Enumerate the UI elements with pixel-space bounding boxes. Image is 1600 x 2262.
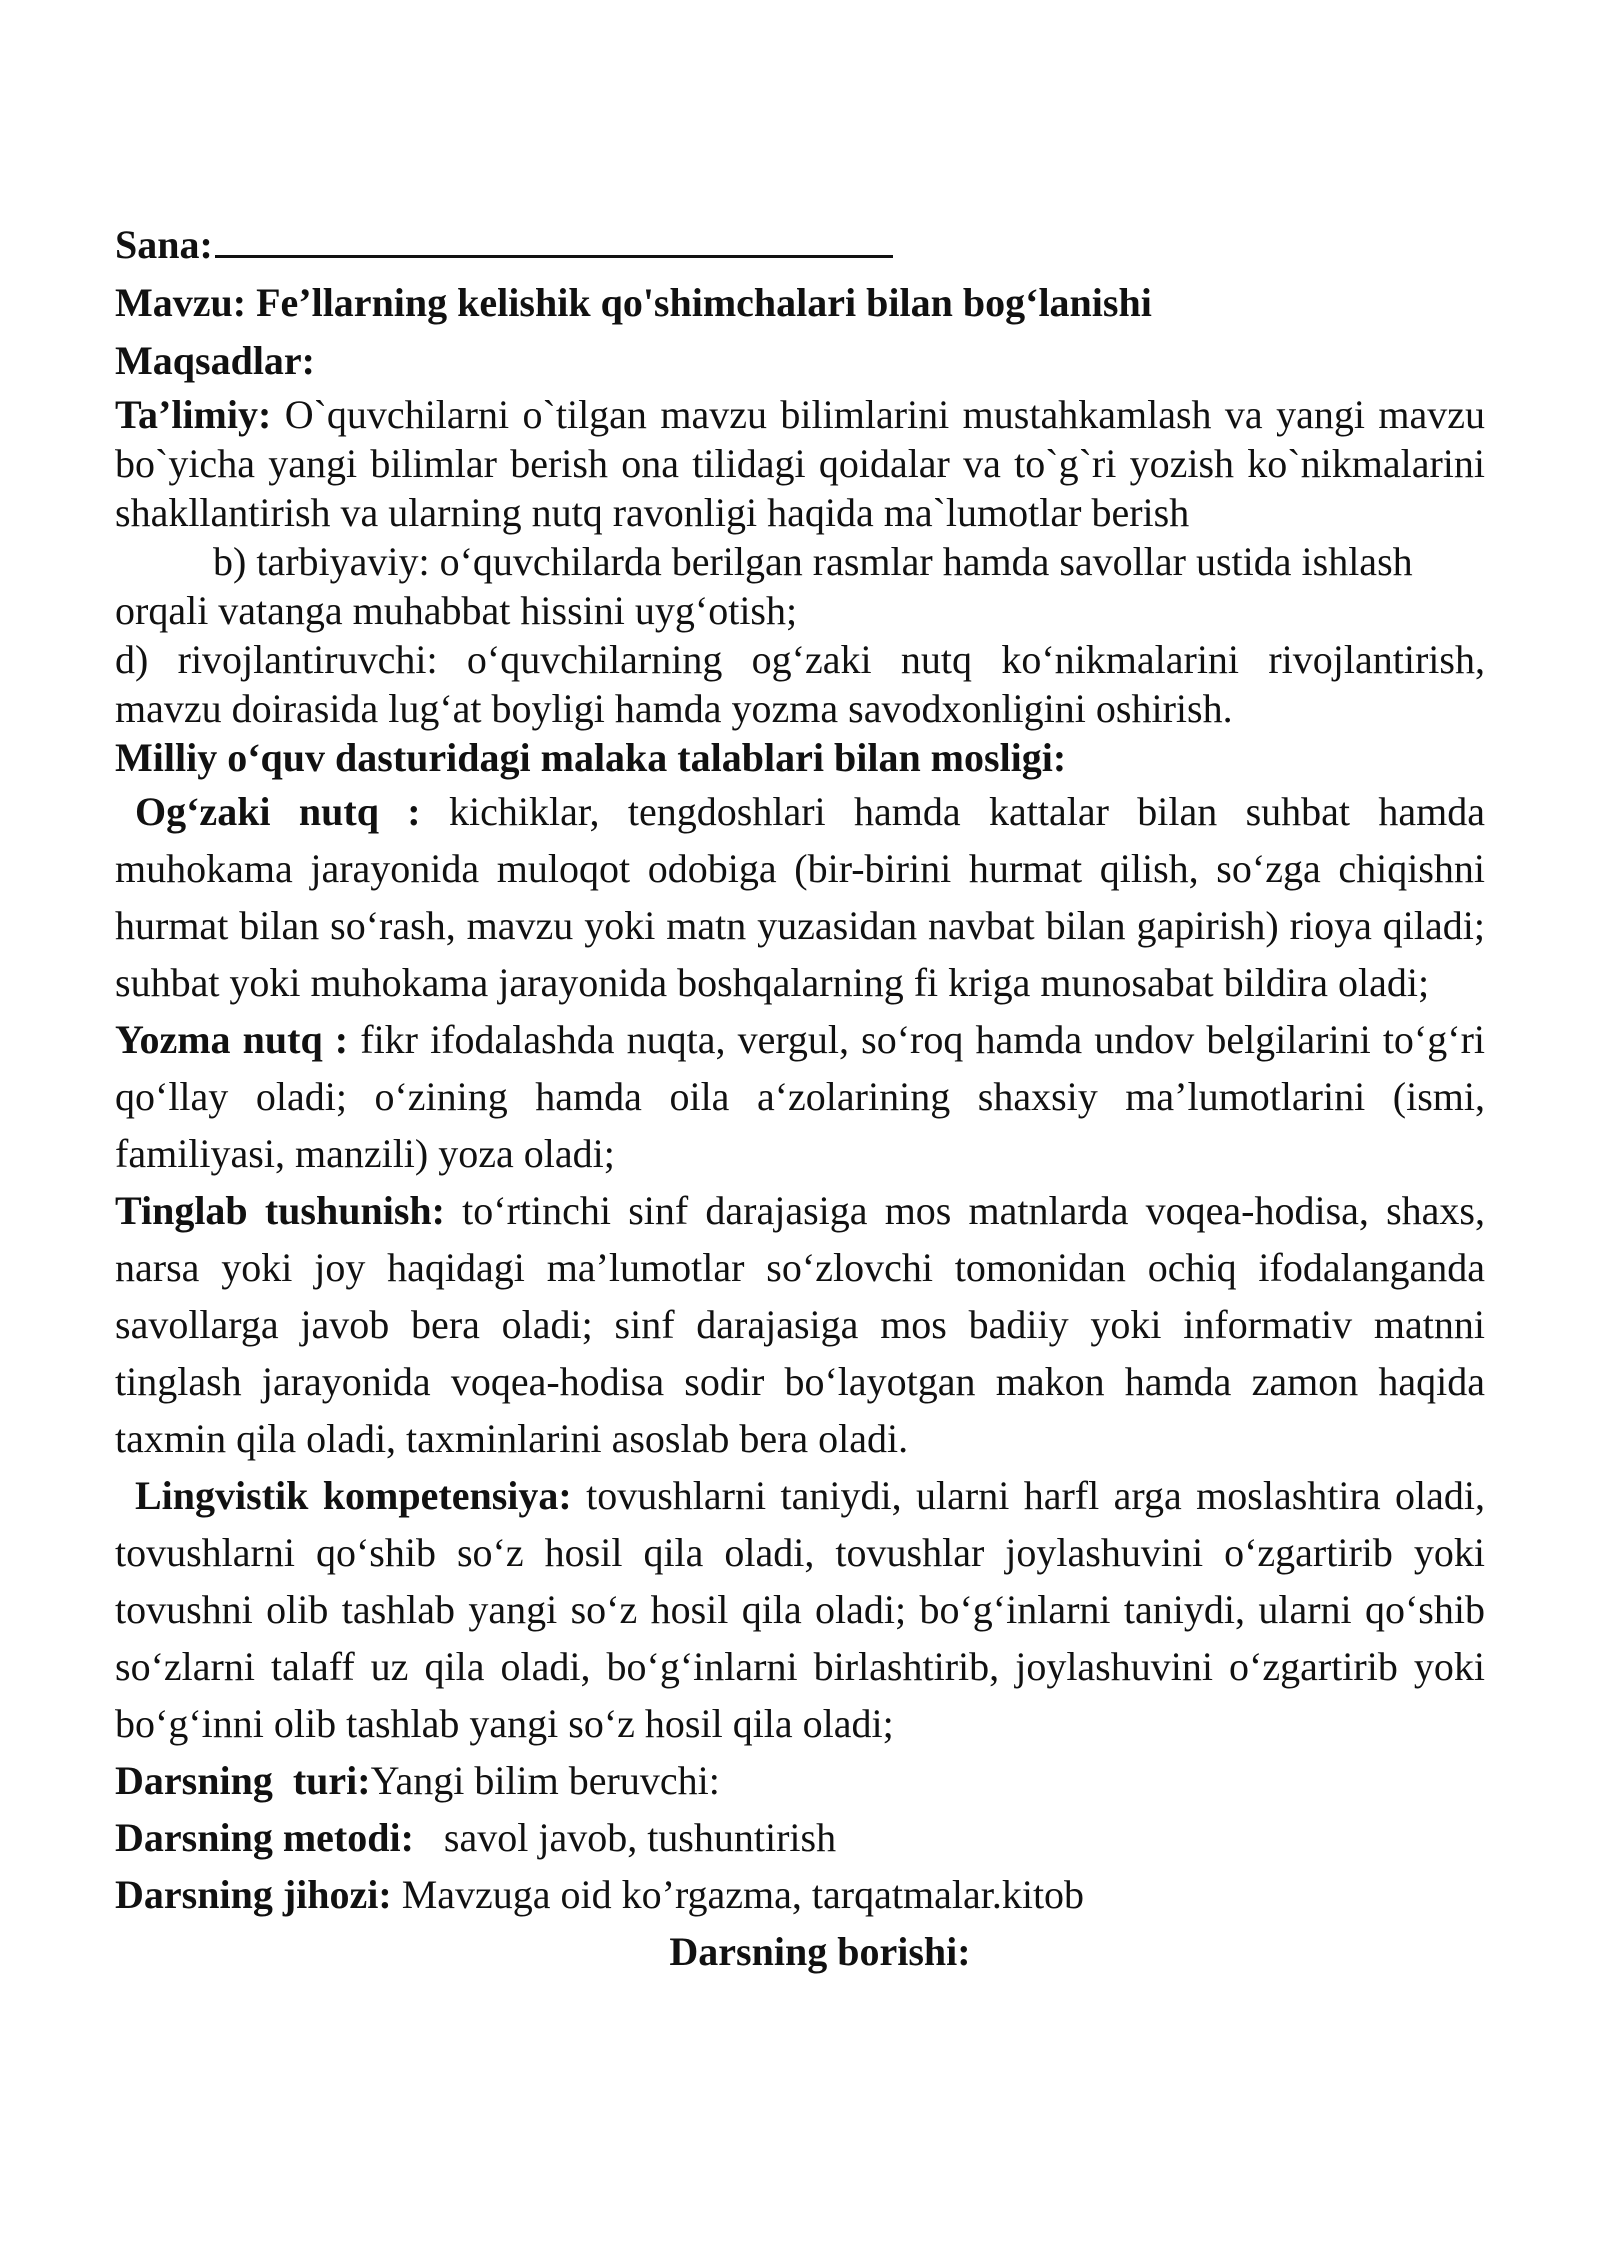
- yozma-paragraph: [115, 1011, 1485, 1182]
- goals-heading: Maqsadlar:: [115, 338, 315, 383]
- tinglab-paragraph: [115, 1182, 1485, 1467]
- ogzaki-paragraph: [115, 783, 1485, 1011]
- rivojlantiruvchi-paragraph: d) rivojlantiruvchi: o‘quvchilarning og‘zaki nutq ko‘nikmalarini rivojlantirish, mavzu doirasida lug‘at boyligi hamda yozma savodxonligini oshirish.: [115, 637, 1485, 731]
- tinglab-text: to‘rtinchi sinf darajasiga mos matnlarda voqea-hodisa, shaxs, narsa yoki joy haqidagi ma’lumotlar so‘zlovchi tomonidan ochiq ifodalanganda savollarga javob bera oladi; sinf darajasiga mos badiiy yoki informativ matnni tinglash jarayonida voqea-hodisa sodir bo‘layotgan makon hamda zamon haqida taxmin qila oladi, taxminlarini asoslab bera oladi.: [115, 1188, 1485, 1461]
- lingvistik-paragraph: [115, 1467, 1485, 1752]
- lesson-equipment-label: Darsning jihozi:: [115, 1872, 392, 1917]
- lesson-type-line: [115, 1752, 1485, 1809]
- date-line: [115, 215, 1485, 274]
- standards-heading: Milliy o‘quv dasturidagi malaka talablari bilan mosligi:: [115, 735, 1067, 780]
- tarbiyaviy-paragraph: b) tarbiyaviy: o‘quvchilarda berilgan rasmlar hamda savollar ustida ishlash orqali vatanga muhabbat hissini uyg‘otish;: [115, 539, 1413, 633]
- talimiy-text: O`quvchilarni o`tilgan mavzu bilimlarini mustahkamlash va yangi mavzu bo`yicha yangi bilimlar berish ona tilidagi qoidalar va to`g`ri yozish ko`nikmalarini shakllantirish va ularning nutq ravonligi haqida ma`lumotlar berish: [115, 392, 1485, 535]
- tinglab-label: Tinglab tushunish:: [115, 1188, 445, 1233]
- lesson-type-label: Darsning turi:: [115, 1758, 371, 1803]
- ogzaki-text: kichiklar, tengdoshlari hamda kattalar bilan suhbat hamda muhokama jarayonida muloqot odobiga (bir-birini hurmat qilish, so‘zga chiqishni hurmat bilan so‘rash, mavzu yoki matn yuzasidan navbat bilan gapirish) rioya qiladi; suhbat yoki muhokama jarayonida boshqalarning fi kriga munosabat bildira oladi;: [115, 789, 1485, 1005]
- yozma-label: Yozma nutq :: [115, 1017, 349, 1062]
- talimiy-paragraph: [115, 390, 1485, 537]
- lesson-type-value: Yangi bilim beruvchi:: [370, 1758, 720, 1803]
- talimiy-label: Ta’limiy:: [115, 392, 272, 437]
- lesson-process-heading: Darsning borishi:: [669, 1929, 971, 1974]
- lesson-method-value: savol javob, tushuntirish: [413, 1815, 837, 1860]
- lesson-method-line: [115, 1809, 1485, 1866]
- ogzaki-label: Og‘zaki nutq :: [135, 789, 421, 834]
- topic-title: Mavzu: Fe’llarning kelishik qo'shimchalari bilan bog‘lanishi: [115, 280, 1152, 325]
- yozma-text: fikr ifodalashda nuqta, vergul, so‘roq hamda undov belgilarini to‘g‘ri qo‘llay oladi; o‘zining hamda oila a‘zolarining shaxsiy ma’lumotlarini (ismi, familiyasi, manzili) yoza oladi;: [115, 1017, 1486, 1176]
- lesson-equipment-line: [115, 1866, 1485, 1923]
- lesson-method-label: Darsning metodi:: [115, 1815, 414, 1860]
- lesson-equipment-value: Mavzuga oid ko’rgazma, tarqatmalar.kitob: [391, 1872, 1085, 1917]
- document-page: [115, 215, 1485, 1980]
- lingvistik-text: tovushlarni taniydi, ularni harfl arga moslashtira oladi, tovushlarni qo‘shib so‘z hosil qila oladi, tovushlar joylashuvini o‘zgartirib yoki tovushni olib tashlab yangi so‘z hosil qila oladi; bo‘g‘inlarni taniydi, ularni qo‘shib so‘zlarni talaff uz qila oladi, bo‘g‘inlarni birlashtirib, joylashuvini o‘zgartirib yoki bo‘g‘inni olib tashlab yangi so‘z hosil qila oladi;: [115, 1473, 1485, 1746]
- date-blank-field[interactable]: [215, 215, 893, 258]
- date-label: Sana:: [115, 222, 213, 267]
- lingvistik-label: Lingvistik kompetensiya:: [135, 1473, 572, 1518]
